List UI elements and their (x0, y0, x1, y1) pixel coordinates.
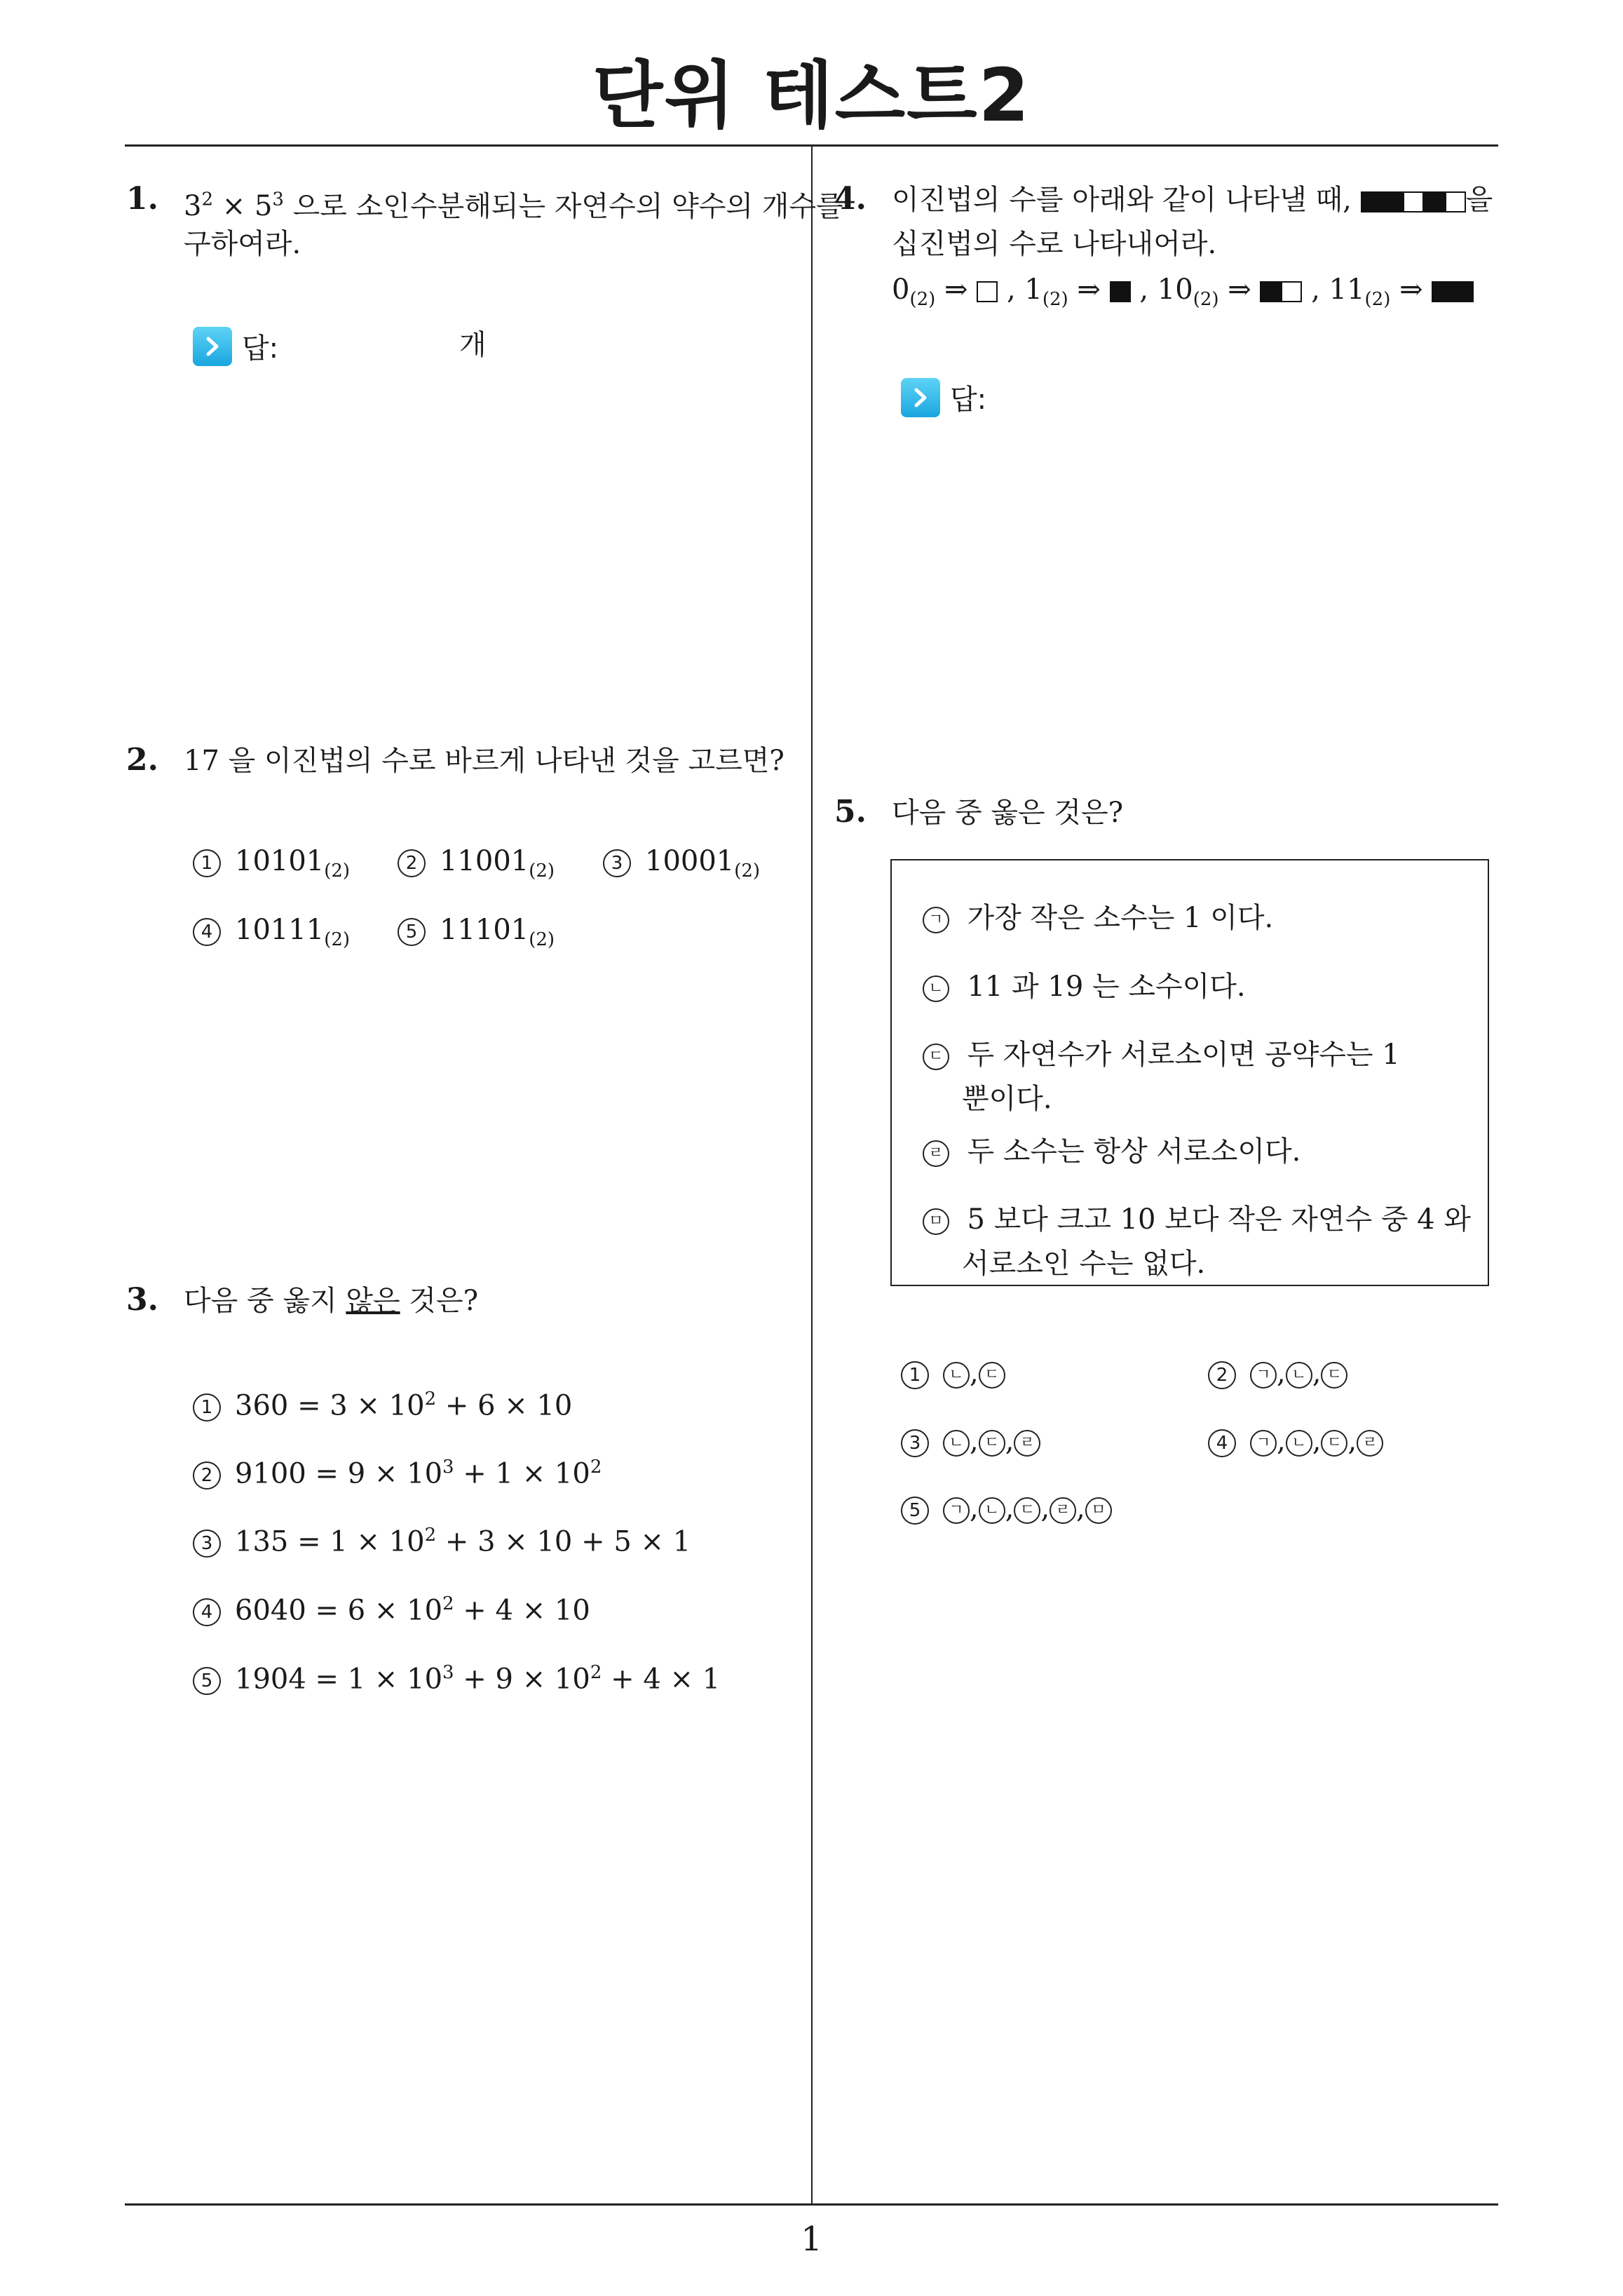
statement-c-line2: 뿐이다. (962, 1083, 1052, 1115)
choice-4[interactable]: 4 ㄱ , ㄴ , ㄷ , ㄹ (1208, 1425, 1383, 1457)
chevron-right-icon (193, 327, 232, 366)
page-title: 단위 테스트2 (592, 53, 1031, 138)
answer-field[interactable] (193, 326, 278, 366)
question-number: 2. (126, 742, 158, 778)
question-text: 이진법의 수를 아래와 같이 나타낼 때, 을 (892, 184, 1493, 216)
choice-5[interactable]: 5 $11101_{(2)}$ (398, 914, 555, 950)
question-number: 5. (834, 794, 867, 830)
choice-1[interactable]: 1 ㄴ , ㄷ (901, 1357, 1005, 1389)
statement-a: ㄱ 가장 작은 소수는 1 이다. (923, 896, 1273, 940)
choice-2[interactable]: 2 ㄱ , ㄴ , ㄷ (1208, 1357, 1347, 1389)
choice-3[interactable]: 3 ㄴ , ㄷ , ㄹ (901, 1425, 1040, 1457)
choice-4[interactable]: 4 $6040 = 6 \times 10^2 + 4 \times 10$ (193, 1593, 590, 1626)
statement-d: ㄹ 두 소수는 항상 서로소이다. (923, 1129, 1301, 1174)
binary-examples: $0_{(2)}$ ⇒ , $1_{(2)}$ ⇒ , $10_{(2)}$ ⇒ , $11_{(2)}$ ⇒ (892, 267, 1474, 322)
underlined-word: 않은 (346, 1285, 400, 1317)
answer-label: 답: (950, 384, 987, 416)
bottom-rule (125, 2203, 1498, 2206)
question-number: 4. (834, 181, 867, 217)
question-text-line2: 십진법의 수로 나타내어라. (892, 228, 1217, 260)
chevron-right-icon (901, 378, 940, 417)
page-number: 1 (801, 2220, 822, 2259)
choice-2[interactable]: 2 $11001_{(2)}$ (398, 845, 555, 882)
answer-field[interactable] (901, 377, 986, 417)
choice-1[interactable]: 1 $360 = 3 \times 10^2 + 6 \times 10$ (193, 1389, 572, 1422)
statement-c: ㄷ 두 자연수가 서로소이면 공약수는 1 (923, 1032, 1400, 1077)
statement-e-line2: 서로소인 수는 없다. (962, 1248, 1206, 1280)
column-divider (811, 146, 813, 2203)
choice-4[interactable]: 4 $10111_{(2)}$ (193, 914, 350, 950)
question-number: 1. (126, 181, 158, 217)
choice-3[interactable]: 3 $135 = 1 \times 10^2 + 3 \times 10 + 5 \times 1$ (193, 1525, 691, 1558)
answer-label: 답: (242, 332, 279, 365)
question-text: 다음 중 옳지 않은 것은? (184, 1285, 479, 1317)
binary-pattern (1361, 184, 1466, 216)
choice-1[interactable]: 1 $10101_{(2)}$ (193, 845, 350, 882)
choice-2[interactable]: 2 $9100 = 9 \times 10^3 + 1 \times 10^2$ (193, 1457, 602, 1490)
answer-unit: 개 (459, 329, 487, 361)
question-text: $3^2 \times 5^3$ 으로 소인수분해되는 자연수의 약수의 개수를 (184, 189, 843, 223)
statement-box (890, 859, 1489, 1286)
statement-b: ㄴ 11 과 19 는 소수이다. (923, 964, 1246, 1009)
question-text: 다음 중 옳은 것은? (892, 797, 1124, 829)
question-text-line2: 구하여라. (184, 228, 301, 260)
choice-5[interactable]: 5 ㄱ , ㄴ , ㄷ , ㄹ , ㅁ (901, 1492, 1112, 1525)
choice-3[interactable]: 3 $10001_{(2)}$ (603, 845, 760, 882)
choice-5[interactable]: 5 $1904 = 1 \times 10^3 + 9 \times 10^2 + 4 \times 1$ (193, 1662, 720, 1695)
question-number: 3. (126, 1282, 158, 1318)
math-expression: $3^2 \times 5^3$ (184, 189, 284, 223)
statement-e: ㅁ 5 보다 크고 10 보다 작은 자연수 중 4 와 (923, 1197, 1471, 1242)
question-text: 17 을 이진법의 수로 바르게 나타낸 것을 고르면? (184, 745, 785, 777)
